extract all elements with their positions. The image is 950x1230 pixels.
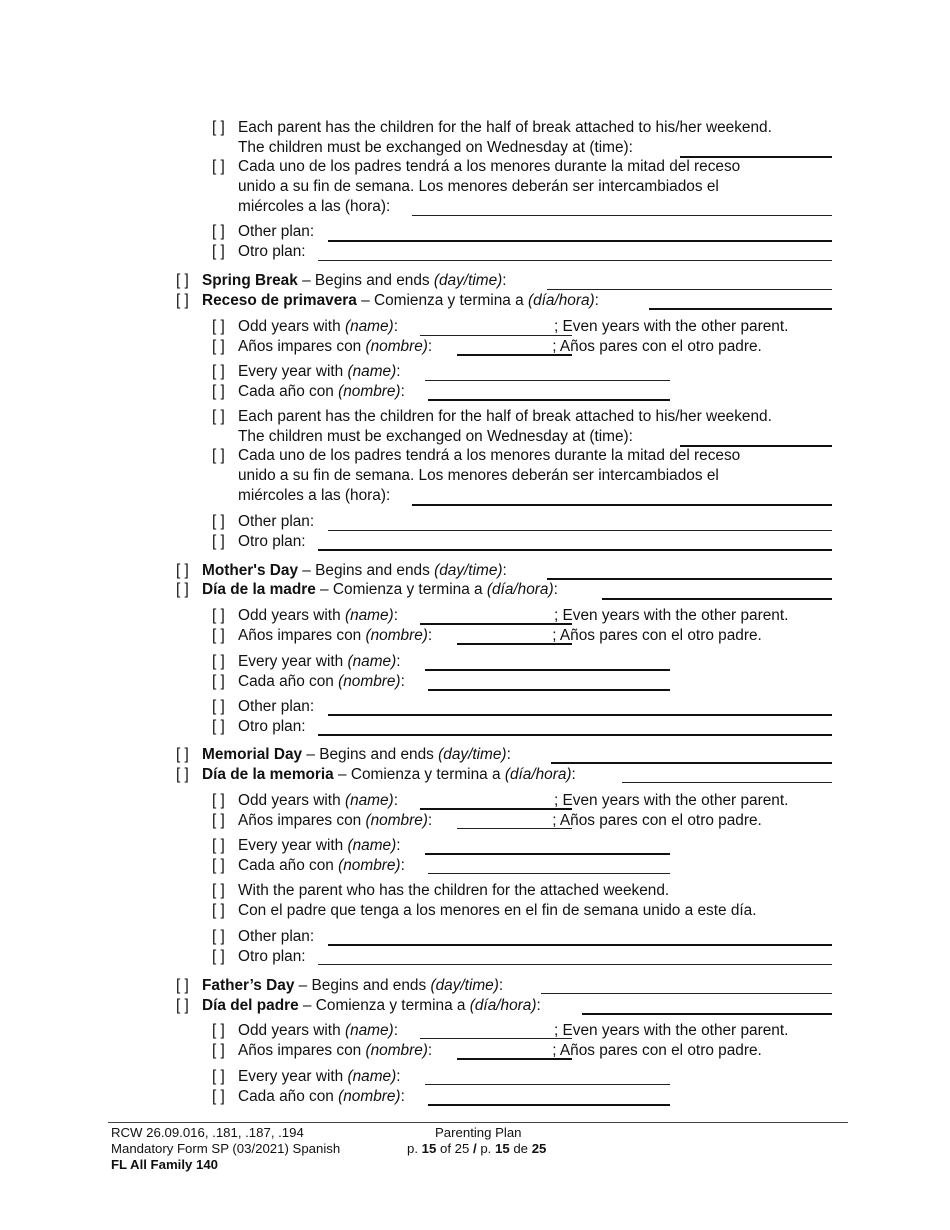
name-field[interactable] xyxy=(425,380,670,381)
other-plan-field[interactable] xyxy=(328,714,832,716)
nombre-field[interactable] xyxy=(428,873,670,874)
checkbox[interactable]: [ ] xyxy=(176,292,189,309)
checkbox[interactable]: [ ] xyxy=(212,1022,225,1039)
anos-impares: [ ] Años impares con (nombre): ; Años pares con el otro padre. xyxy=(212,1042,762,1059)
spring-break-heading: [ ] Spring Break – Begins and ends (day/time): xyxy=(176,272,507,289)
checkbox[interactable]: [ ] xyxy=(212,223,225,240)
checkbox[interactable]: [ ] xyxy=(212,447,225,464)
checkbox[interactable]: [ ] xyxy=(212,627,225,644)
checkbox[interactable]: [ ] xyxy=(176,562,189,579)
day-time-field[interactable] xyxy=(547,578,832,580)
dia-hora-field[interactable] xyxy=(602,598,832,600)
otro-plan: [ ] Otro plan: xyxy=(212,533,306,550)
footer-title: Parenting Plan xyxy=(435,1125,522,1140)
footer-code: FL All Family 140 xyxy=(111,1157,219,1172)
anos-impares: [ ] Años impares con (nombre): ; Años pares con el otro padre. xyxy=(212,338,762,355)
mothers-day-heading: [ ] Mother's Day – Begins and ends (day/time): xyxy=(176,562,507,579)
dia-memoria-heading: [ ] Día de la memoria – Comienza y termina a (día/hora): xyxy=(176,766,576,783)
other-plan-field[interactable] xyxy=(328,240,832,242)
odd-years: [ ] Odd years with (name): ; Even years with the other parent. xyxy=(212,792,789,809)
checkbox[interactable]: [ ] xyxy=(176,746,189,763)
checkbox[interactable]: [ ] xyxy=(212,902,225,919)
checkbox[interactable]: [ ] xyxy=(212,119,225,136)
hora-field[interactable] xyxy=(412,215,832,216)
attached-weekend-es: [ ] Con el padre que tenga a los menores en el fin de semana unido a este día. xyxy=(212,902,757,919)
checkbox[interactable]: [ ] xyxy=(212,948,225,965)
name-field[interactable] xyxy=(425,669,670,671)
other-plan-field[interactable] xyxy=(328,944,832,946)
nombre-field[interactable] xyxy=(428,399,670,401)
weekend-option-es-line3: miércoles a las (hora): xyxy=(238,198,391,215)
cada-ano: [ ] Cada año con (nombre): xyxy=(212,1088,405,1105)
checkbox[interactable]: [ ] xyxy=(176,581,189,598)
receso-primavera-heading: [ ] Receso de primavera – Comienza y termina a (día/hora): xyxy=(176,292,599,309)
name-field[interactable] xyxy=(420,623,572,625)
otro-plan: [ ] Otro plan: xyxy=(212,243,306,260)
footer-rcw: RCW 26.09.016, .181, .187, .194 xyxy=(111,1125,304,1140)
every-year: [ ] Every year with (name): xyxy=(212,1068,401,1085)
nombre-field[interactable] xyxy=(457,643,572,645)
dia-hora-field[interactable] xyxy=(582,1013,832,1015)
checkbox[interactable]: [ ] xyxy=(212,673,225,690)
checkbox[interactable]: [ ] xyxy=(212,383,225,400)
day-time-field[interactable] xyxy=(547,289,832,290)
name-field[interactable] xyxy=(420,1038,572,1039)
fathers-day-heading: [ ] Father’s Day – Begins and ends (day/time): xyxy=(176,977,504,994)
checkbox[interactable]: [ ] xyxy=(212,812,225,829)
checkbox[interactable]: [ ] xyxy=(212,1042,225,1059)
checkbox[interactable]: [ ] xyxy=(212,882,225,899)
every-year: [ ] Every year with (name): xyxy=(212,653,401,670)
checkbox[interactable]: [ ] xyxy=(212,837,225,854)
checkbox[interactable]: [ ] xyxy=(212,792,225,809)
anos-impares: [ ] Años impares con (nombre): ; Años pares con el otro padre. xyxy=(212,812,762,829)
footer-form: Mandatory Form SP (03/2021) Spanish xyxy=(111,1141,341,1156)
weekend-exchange-en: The children must be exchanged on Wednesday at (time): xyxy=(238,428,633,445)
cada-ano: [ ] Cada año con (nombre): xyxy=(212,383,405,400)
nombre-field[interactable] xyxy=(428,689,670,691)
checkbox[interactable]: [ ] xyxy=(212,243,225,260)
checkbox[interactable]: [ ] xyxy=(212,408,225,425)
checkbox[interactable]: [ ] xyxy=(212,158,225,175)
otro-plan-field[interactable] xyxy=(318,549,832,551)
footer-divider xyxy=(108,1122,848,1123)
checkbox[interactable]: [ ] xyxy=(212,653,225,670)
every-year: [ ] Every year with (name): xyxy=(212,837,401,854)
checkbox[interactable]: [ ] xyxy=(212,338,225,355)
checkbox[interactable]: [ ] xyxy=(212,1088,225,1105)
weekend-exchange-en: The children must be exchanged on Wednesday at (time): xyxy=(238,139,633,156)
weekend-option-es-line2: unido a su fin de semana. Los menores deberán ser intercambiados el xyxy=(238,178,719,195)
dia-hora-field[interactable] xyxy=(649,308,832,310)
dia-hora-field[interactable] xyxy=(622,782,832,783)
weekend-option-en: [ ] Each parent has the children for the half of break attached to his/her weekend. xyxy=(212,119,772,136)
weekend-option-es: [ ] Cada uno de los padres tendrá a los menores durante la mitad del receso xyxy=(212,158,741,175)
checkbox[interactable]: [ ] xyxy=(212,363,225,380)
weekend-option-es-line3: miércoles a las (hora): xyxy=(238,487,391,504)
otro-plan: [ ] Otro plan: xyxy=(212,948,306,965)
checkbox[interactable]: [ ] xyxy=(212,928,225,945)
attached-weekend-en: [ ] With the parent who has the children for the attached weekend. xyxy=(212,882,670,899)
nombre-field[interactable] xyxy=(457,354,572,356)
checkbox[interactable]: [ ] xyxy=(212,513,225,530)
other-plan: [ ] Other plan: xyxy=(212,928,315,945)
weekend-option-en: [ ] Each parent has the children for the half of break attached to his/her weekend. xyxy=(212,408,772,425)
checkbox[interactable]: [ ] xyxy=(212,533,225,550)
dia-madre-heading: [ ] Día de la madre – Comienza y termina a (día/hora): xyxy=(176,581,558,598)
other-plan: [ ] Other plan: xyxy=(212,698,315,715)
checkbox[interactable]: [ ] xyxy=(212,698,225,715)
cada-ano: [ ] Cada año con (nombre): xyxy=(212,673,405,690)
otro-plan: [ ] Otro plan: xyxy=(212,718,306,735)
name-field[interactable] xyxy=(425,1084,670,1085)
weekend-option-es: [ ] Cada uno de los padres tendrá a los menores durante la mitad del receso xyxy=(212,447,741,464)
nombre-field[interactable] xyxy=(457,1058,572,1060)
otro-plan-field[interactable] xyxy=(318,964,832,965)
other-plan: [ ] Other plan: xyxy=(212,513,315,530)
checkbox[interactable]: [ ] xyxy=(176,977,189,994)
name-field[interactable] xyxy=(420,808,572,810)
checkbox[interactable]: [ ] xyxy=(176,766,189,783)
dia-padre-heading: [ ] Día del padre – Comienza y termina a (día/hora): xyxy=(176,997,541,1014)
weekend-option-es-line2: unido a su fin de semana. Los menores deberán ser intercambiados el xyxy=(238,467,719,484)
other-plan: [ ] Other plan: xyxy=(212,223,315,240)
otro-plan-field[interactable] xyxy=(318,734,832,736)
other-plan-field[interactable] xyxy=(328,530,832,531)
odd-years: [ ] Odd years with (name): ; Even years with the other parent. xyxy=(212,607,789,624)
checkbox[interactable]: [ ] xyxy=(212,1068,225,1085)
name-field[interactable] xyxy=(425,853,670,855)
memorial-day-heading: [ ] Memorial Day – Begins and ends (day/time): xyxy=(176,746,511,763)
checkbox[interactable]: [ ] xyxy=(212,607,225,624)
every-year: [ ] Every year with (name): xyxy=(212,363,401,380)
day-time-field[interactable] xyxy=(541,993,832,994)
checkbox[interactable]: [ ] xyxy=(212,857,225,874)
checkbox[interactable]: [ ] xyxy=(176,272,189,289)
cada-ano: [ ] Cada año con (nombre): xyxy=(212,857,405,874)
nombre-field[interactable] xyxy=(428,1104,670,1106)
checkbox[interactable]: [ ] xyxy=(212,318,225,335)
checkbox[interactable]: [ ] xyxy=(212,718,225,735)
name-field[interactable] xyxy=(420,335,572,336)
odd-years: [ ] Odd years with (name): ; Even years with the other parent. xyxy=(212,318,789,335)
odd-years: [ ] Odd years with (name): ; Even years with the other parent. xyxy=(212,1022,789,1039)
day-time-field[interactable] xyxy=(551,762,832,764)
anos-impares: [ ] Años impares con (nombre): ; Años pares con el otro padre. xyxy=(212,627,762,644)
hora-field[interactable] xyxy=(412,504,832,506)
checkbox[interactable]: [ ] xyxy=(176,997,189,1014)
footer-page-number: p. 15 of 25 / p. 15 de 25 xyxy=(407,1141,547,1156)
nombre-field[interactable] xyxy=(457,828,572,829)
otro-plan-field[interactable] xyxy=(318,260,832,261)
